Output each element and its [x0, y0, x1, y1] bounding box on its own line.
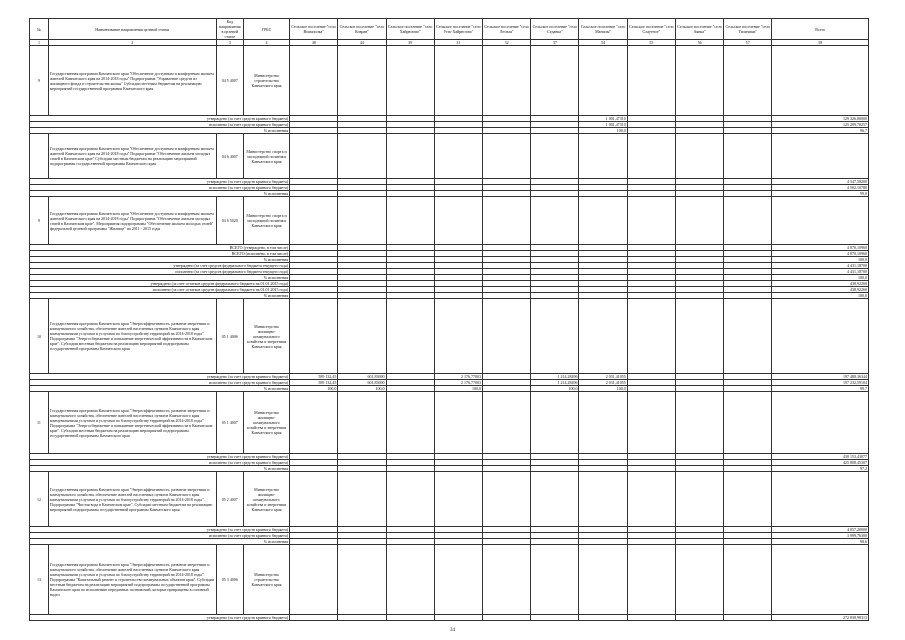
grbs-name: Министерство спорта и молодежной политики Камчатского края: [243, 134, 289, 179]
header-number-cell: 57: [724, 40, 772, 46]
empty-cell: [627, 197, 675, 245]
empty-cell: [675, 197, 723, 245]
value-cell: 2 031,41055: [579, 374, 627, 380]
empty-cell: [386, 545, 434, 615]
row-label: утверждено (за счет остатков средств федерального бюджета на 01.01.2015 года): [30, 281, 290, 287]
value-cell: 272 838,98313: [772, 615, 869, 621]
empty-cell: [531, 545, 579, 615]
row-label: % исполнения: [30, 466, 290, 472]
empty-cell: [290, 472, 338, 527]
row-label: % исполнения: [30, 191, 290, 197]
empty-cell: [531, 134, 579, 179]
empty-cell: [579, 46, 627, 116]
empty-cell: [579, 545, 627, 615]
header-number-cell: 44: [338, 40, 386, 46]
empty-cell: [531, 472, 579, 527]
grbs-name: Министерство спорта и молодежной политики Камчатского края: [243, 197, 289, 245]
empty-cell: [675, 134, 723, 179]
group-number: 9: [30, 197, 49, 245]
value-cell: 4 870,10960: [772, 245, 869, 251]
group-number: 9: [30, 46, 49, 116]
grbs-name: Министерство строительства Камчатского края: [243, 46, 289, 116]
value-cell: 4 431,18700: [772, 269, 869, 275]
empty-cell: [338, 46, 386, 116]
program-row: [30, 392, 869, 454]
row-label: исполнено (за счет средств краевого бюджета): [30, 533, 290, 539]
value-cell: [675, 615, 723, 621]
header-cell: Сельское поселение "село Тиличики": [724, 19, 772, 40]
value-cell: 100,0: [531, 386, 579, 392]
empty-cell: [338, 545, 386, 615]
row-label: % исполнения: [30, 386, 290, 392]
row-label: утверждено (за счет средств краевого бюджета): [30, 374, 290, 380]
row-label: утверждено (за счет средств краевого бюджета): [30, 116, 290, 122]
empty-cell: [434, 197, 482, 245]
value-cell: 425 808,45307: [772, 460, 869, 466]
header-number-cell: 32: [483, 40, 531, 46]
grbs-name: Министерство жилищно-коммунального хозяйства и энергетики Камчатского края: [243, 392, 289, 454]
table-body: [30, 46, 869, 621]
value-cell: 100,0: [772, 275, 869, 281]
empty-cell: [724, 134, 772, 179]
value-cell: [531, 615, 579, 621]
header-cell: ГРБС: [243, 19, 289, 40]
empty-cell: [434, 392, 482, 454]
row-label: % исполнения: [30, 128, 290, 134]
header-row: [30, 19, 869, 40]
value-cell: 4 870,10960: [772, 251, 869, 257]
value-cell: 601,83690: [338, 374, 386, 380]
row-label: исполнено (за счет остатков средств федерального бюджета на 01.01.2015 года): [30, 287, 290, 293]
program-row: [30, 299, 869, 374]
empty-cell: [290, 197, 338, 245]
program-row: [30, 134, 869, 179]
empty-cell: [338, 134, 386, 179]
empty-cell: [772, 197, 869, 245]
empty-cell: [483, 46, 531, 116]
empty-cell: [434, 134, 482, 179]
header-cell: Сельское поселение "село Хайрюзово": [386, 19, 434, 40]
empty-cell: [531, 46, 579, 116]
empty-cell: [483, 134, 531, 179]
empty-cell: [386, 472, 434, 527]
header-number-cell: 48: [290, 40, 338, 46]
target-code: 04 6 5020: [216, 197, 243, 245]
header-cell: Сельское поселение "село Седанка": [531, 19, 579, 40]
value-cell: [579, 615, 627, 621]
row-label: ВСЕГО (исполнено, в том числе): [30, 251, 290, 257]
value-cell: 100,0: [579, 386, 627, 392]
budget-table: [29, 18, 869, 621]
target-code: 05 3 4006: [216, 545, 243, 615]
row-label: исполнено (за счет средств краевого бюджета): [30, 185, 290, 191]
page-number: 34: [450, 628, 455, 633]
row-label: % исполнения: [30, 275, 290, 281]
row-label: исполнено (за счет средств краевого бюджета): [30, 380, 290, 386]
group-number: 13: [30, 545, 49, 615]
value-cell: 129 326,00000: [772, 116, 869, 122]
empty-cell: [483, 299, 531, 374]
value-cell: 98,6: [772, 539, 869, 545]
row-label: утверждено (за счет средств краевого бюджета): [30, 454, 290, 460]
value-cell: 197 488,36344: [772, 374, 869, 380]
empty-cell: [675, 392, 723, 454]
empty-cell: [579, 197, 627, 245]
header-cell: Сельское поселение "село Лесная": [483, 19, 531, 40]
empty-cell: [531, 197, 579, 245]
empty-cell: [434, 545, 482, 615]
value-cell: 99,7: [772, 386, 869, 392]
empty-cell: [627, 545, 675, 615]
empty-cell: [724, 545, 772, 615]
empty-cell: [579, 299, 627, 374]
value-cell: 2 176,77003: [434, 374, 482, 380]
empty-cell: [675, 472, 723, 527]
header-cell: Сельское поселение "село Воямполка": [290, 19, 338, 40]
value-cell: 1 214,28496: [531, 374, 579, 380]
program-description: Государственная программа Камчатского края "Энергоэффективность, развитие энергетики и коммунального хозяйства, обеспечение жителей населенных пунктов Камчатского края коммунальными услугами и услугами по благоустройству территорий на 2014-2018 годы" Подпрограмма "Энергосбережение и повышение энергетической эффективности в Камчатском крае". Субсидии местным бюджетам на реализацию мероприятий подпрограммы государственной программы Камчатского края: [48, 299, 216, 374]
empty-cell: [338, 472, 386, 527]
row-label: % исполнения: [30, 257, 290, 263]
value-cell: 100,0: [772, 257, 869, 263]
empty-cell: [386, 46, 434, 116]
value-cell: [724, 615, 772, 621]
row-label: % исполнения: [30, 293, 290, 299]
empty-cell: [772, 46, 869, 116]
empty-cell: [386, 197, 434, 245]
empty-cell: [483, 197, 531, 245]
empty-cell: [290, 46, 338, 116]
value-cell: [627, 615, 675, 621]
empty-cell: [772, 545, 869, 615]
empty-cell: [290, 392, 338, 454]
program-description: Государственная программа Камчатского края "Энергоэффективность, развитие энергетики и коммунального хозяйства, обеспечение жителей населенных пунктов Камчатского края коммунальными услугами и услугами по благоустройству территорий на 2014-2018 годы" Подпрограмма "Энергосбережение и повышение энергетической эффективности в Камчатском крае". Субсидии местным бюджетам на реализацию мероприятий подпрограммы государственной программы Камчатского края: [48, 392, 216, 454]
empty-cell: [483, 545, 531, 615]
group-number: [30, 134, 49, 179]
header-cell: Сельское поселение "село Усть-Хайрюзово": [434, 19, 482, 40]
value-cell: 99,0: [772, 191, 869, 197]
value-cell: 438 153,43077: [772, 454, 869, 460]
program-description: Государственная программа Камчатского края "Обеспечение доступным и комфортным жильем жителей Камчатского края на 2014-2018 годы" Подпрограмма "Обеспечение жильем молодых семей в Камчатском крае". Мероприятия подпрограммы "Обеспечение жильем молодых семей" федеральной целевой программы "Жилище" на 2011 - 2015 годы: [48, 197, 216, 245]
program-row: [30, 545, 869, 615]
value-cell: 100,0: [434, 386, 482, 392]
header-cell: Сельское поселение "село Аянка": [675, 19, 723, 40]
header-cell: Код направления в целевой статье: [216, 19, 243, 40]
value-cell: 4 502,10780: [772, 185, 869, 191]
empty-cell: [483, 392, 531, 454]
value-row: [30, 615, 869, 621]
value-cell: [483, 615, 531, 621]
group-number: 12: [30, 472, 49, 527]
empty-cell: [627, 134, 675, 179]
empty-cell: [675, 545, 723, 615]
program-description: Государственная программа Камчатского края "Энергоэффективность, развитие энергетики и коммунального хозяйства, обеспечение жителей населенных пунктов Камчатского края коммунальными услугами и услугами по благоустройству территорий на 2014-2018 годы". Подпрограмма "Капитальный ремонт и строительство коммунальных объектов края". Субсидии местным бюджетам на реализацию мероприятий подпрограммы государственной программы Камчатского края по исполнению переданных полномочий, которые превращены в основной надел: [48, 545, 216, 615]
value-cell: 4 431,18700: [772, 263, 869, 269]
row-label: утверждено (за счет средств федерального бюджета текущего года): [30, 263, 290, 269]
empty-cell: [772, 134, 869, 179]
empty-cell: [434, 299, 482, 374]
header-cell: Сельское поселение "село Ковран": [338, 19, 386, 40]
value-cell: [290, 615, 338, 621]
value-cell: 601,83690: [338, 380, 386, 386]
empty-cell: [386, 392, 434, 454]
header-cell: Сельское поселение "село Слаутное": [627, 19, 675, 40]
row-label: исполнено (за счет средств краевого бюджета): [30, 460, 290, 466]
empty-cell: [531, 299, 579, 374]
empty-cell: [627, 299, 675, 374]
header-cell: Наименование направления целевой статьи: [48, 19, 216, 40]
header-number-cell: 2: [48, 40, 216, 46]
program-description: Государственная программа Камчатского края "Обеспечение доступным и комфортным жильем жителей Камчатского края на 2014-2018 годы" Подпрограмма "Обеспечение жильем молодых семей в Камчатском крае" Субсидии местным бюджетам на реализацию мероприятий подпрограммы государственной программы Камчатского края: [48, 134, 216, 179]
row-label: исполнено (за счет средств краевого бюджета): [30, 122, 290, 128]
header-cell: Сельское поселение "село Манилы": [579, 19, 627, 40]
grbs-name: Министерство жилищно-коммунального хозяйства и энергетики Камчатского края: [243, 299, 289, 374]
row-label: ВСЕГО (утверждено, в том числе): [30, 245, 290, 251]
header-cell: №: [30, 19, 49, 40]
value-cell: [386, 615, 434, 621]
program-description: Государственная программа Камчатского края "Обеспечение доступным и комфортным жильем жителей Камчатского края на 2014-2018 годы" Подпрограмма "Управление средств из жилищного фонда и строительства жилья" Субсидии местным бюджетам на реализацию мероприятий государственной программы Камчатского края: [48, 46, 216, 116]
header-number-cell: 58: [772, 40, 869, 46]
row-label: исполнено (за счет средств федерального бюджета текущего года): [30, 269, 290, 275]
empty-cell: [579, 392, 627, 454]
empty-cell: [675, 46, 723, 116]
empty-cell: [627, 392, 675, 454]
value-cell: 438,92260: [772, 287, 869, 293]
group-number: 11: [30, 392, 49, 454]
group-number: 10: [30, 299, 49, 374]
empty-cell: [386, 299, 434, 374]
row-label: утверждено (за счет средств краевого бюджета): [30, 179, 290, 185]
empty-cell: [724, 299, 772, 374]
header-number-cell: 31: [434, 40, 482, 46]
header-number-cell: 56: [675, 40, 723, 46]
empty-cell: [772, 472, 869, 527]
empty-cell: [338, 392, 386, 454]
program-description: Государственная программа Камчатского края "Энергоэффективность, развитие энергетики и коммунального хозяйства, обеспечение жителей населенных пунктов Камчатского края коммунальными услугами и услугами по благоустройству территорий на 2014-2018 годы". Подпрограмма "Чистая вода в Камчатском крае". Субсидии местным бюджетам на реализацию мероприятий подпрограммы государственной программы Камчатского края: [48, 472, 216, 527]
empty-cell: [434, 46, 482, 116]
value-cell: 197 232,59104: [772, 380, 869, 386]
empty-cell: [724, 46, 772, 116]
target-code: 05 1 4006: [216, 299, 243, 374]
empty-cell: [386, 134, 434, 179]
value-cell: 438,92260: [772, 281, 869, 287]
value-cell: 2 176,77003: [434, 380, 482, 386]
empty-cell: [434, 472, 482, 527]
row-label: % исполнения: [30, 539, 290, 545]
empty-cell: [290, 545, 338, 615]
header-cell: Всего: [772, 19, 869, 40]
header-number-cell: 54: [579, 40, 627, 46]
value-cell: 3 999,76300: [772, 533, 869, 539]
empty-cell: [531, 392, 579, 454]
target-code: 05 1 4007: [216, 392, 243, 454]
value-cell: 589 132,45: [290, 380, 338, 386]
value-cell: 125 209,78257: [772, 122, 869, 128]
empty-cell: [579, 472, 627, 527]
empty-cell: [724, 472, 772, 527]
grbs-name: Министерство строительства Камчатского края: [243, 545, 289, 615]
value-cell: 589 132,45: [290, 374, 338, 380]
empty-cell: [579, 134, 627, 179]
empty-cell: [290, 299, 338, 374]
header-number-cell: 4: [243, 40, 289, 46]
empty-cell: [338, 299, 386, 374]
empty-cell: [675, 299, 723, 374]
value-cell: 4 547,58200: [772, 179, 869, 185]
header-number-cell: 1: [30, 40, 49, 46]
target-code: 04 6 4007: [216, 134, 243, 179]
empty-cell: [627, 46, 675, 116]
value-cell: 96,7: [772, 128, 869, 134]
empty-cell: [290, 134, 338, 179]
header-number-cell: 3: [216, 40, 243, 46]
grbs-name: Министерство жилищно-коммунального хозяйства и энергетики Камчатского края: [243, 472, 289, 527]
value-cell: 100,0: [579, 128, 627, 134]
empty-cell: [724, 392, 772, 454]
empty-cell: [627, 472, 675, 527]
value-cell: [338, 615, 386, 621]
row-label: утверждено (за счет средств краевого бюджета): [30, 615, 290, 621]
target-code: 04 5 4007: [216, 46, 243, 116]
value-cell: 100,0: [290, 386, 338, 392]
value-cell: 100,0: [338, 386, 386, 392]
value-cell: 100,0: [772, 293, 869, 299]
value-cell: 4 057,20000: [772, 527, 869, 533]
header-number-cell: 55: [627, 40, 675, 46]
value-cell: [434, 615, 482, 621]
value-cell: 2 031,41055: [579, 380, 627, 386]
value-cell: 1 001,47310: [579, 122, 627, 128]
program-row: [30, 197, 869, 245]
value-cell: 1 214,28496: [531, 380, 579, 386]
program-row: [30, 46, 869, 116]
value-cell: 1 001,47310: [579, 116, 627, 122]
value-cell: 97,2: [772, 466, 869, 472]
empty-cell: [724, 197, 772, 245]
empty-cell: [772, 392, 869, 454]
empty-cell: [338, 197, 386, 245]
empty-cell: [772, 299, 869, 374]
header-number-cell: 37: [531, 40, 579, 46]
row-label: утверждено (за счет средств краевого бюджета): [30, 527, 290, 533]
program-row: [30, 472, 869, 527]
target-code: 05 2 4007: [216, 472, 243, 527]
empty-cell: [483, 472, 531, 527]
header-number-cell: 39: [386, 40, 434, 46]
